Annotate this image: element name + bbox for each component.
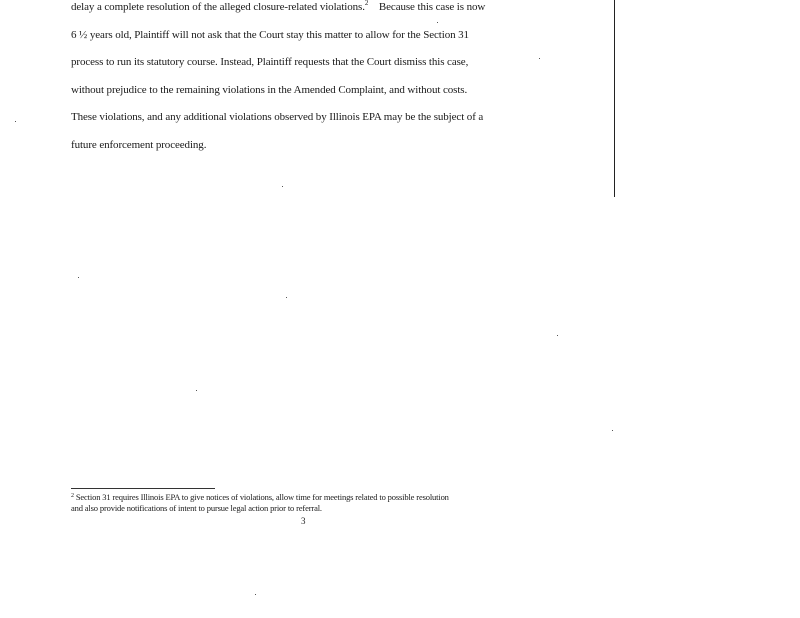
- body-line-6: future enforcement proceeding.: [71, 139, 207, 151]
- body-line-3: process to run its statutory course. Instead, Plaintiff requests that the Court dismiss this case,: [71, 56, 469, 68]
- footnote: [71, 492, 551, 514]
- body-line-2: 6 ½ years old, Plaintiff will not ask that the Court stay this matter to allow for the Section 31: [71, 29, 469, 41]
- footnote-line-2: and also provide notifications of intent to pursue legal action prior to referral.: [71, 503, 322, 513]
- footnote-line-1-text: Section 31 requires Illinois EPA to give notices of violations, allow time for meetings related to possible resolution: [75, 492, 449, 502]
- footnote-separator: [71, 488, 215, 489]
- scan-speck: [286, 297, 287, 298]
- body-line-4: without prejudice to the remaining violations in the Amended Complaint, and without costs.: [71, 84, 468, 96]
- body-line-5: These violations, and any additional violations observed by Illinois EPA may be the subject of a: [71, 111, 484, 123]
- scan-speck: [196, 390, 197, 391]
- margin-vertical-rule: [614, 0, 615, 197]
- scan-speck: [78, 277, 79, 278]
- page-number: 3: [301, 516, 306, 526]
- scan-speck: [612, 430, 613, 431]
- scan-speck: [15, 121, 16, 122]
- footnote-marker: 2: [71, 493, 74, 499]
- body-line-1: [71, 1, 485, 14]
- scan-speck: [255, 594, 256, 595]
- footnote-line-1: [71, 492, 551, 503]
- scan-speck: [282, 186, 283, 187]
- scan-speck: [557, 335, 558, 336]
- scan-speck: [437, 22, 438, 23]
- scan-speck: [539, 58, 540, 59]
- footnote-reference[interactable]: 2: [364, 0, 369, 7]
- body-line-1-continuation: Because this case is now: [378, 1, 486, 13]
- body-line-1-text: delay a complete resolution of the alleged closure-related violations.: [71, 1, 365, 13]
